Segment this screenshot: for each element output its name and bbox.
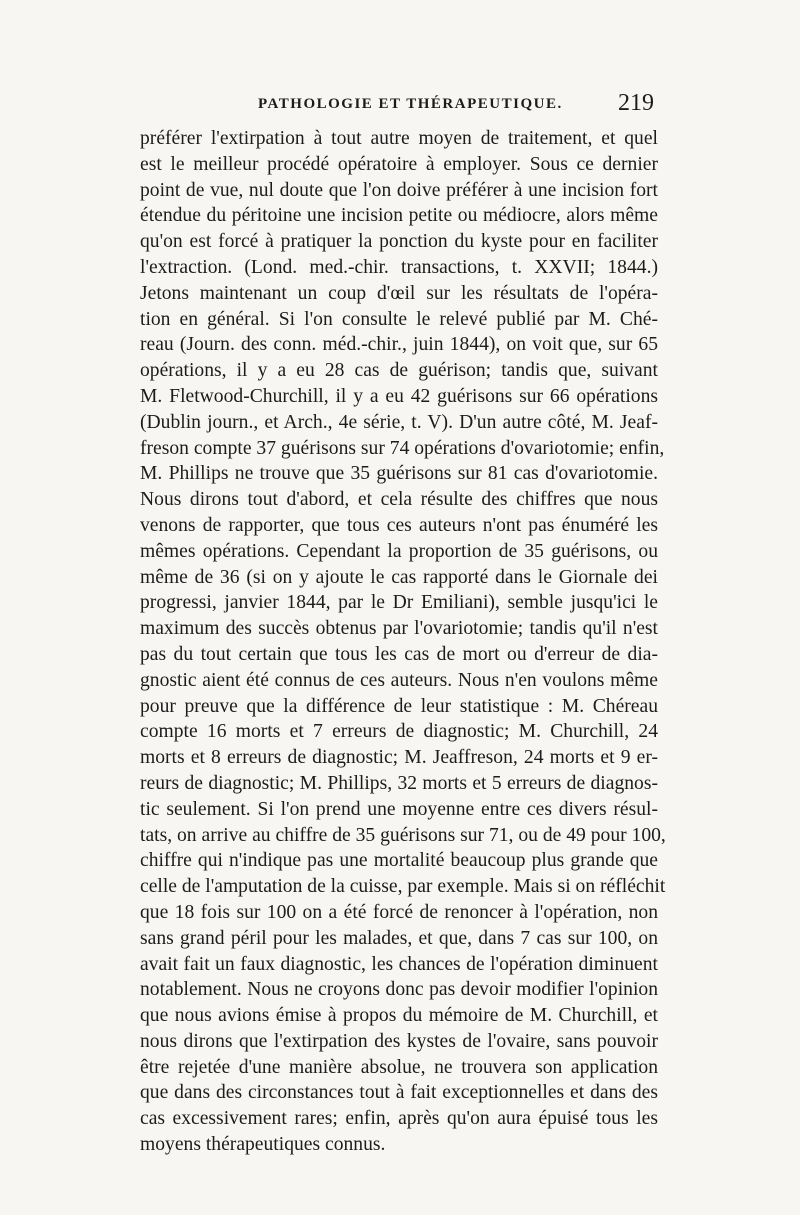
text-line: avait fait un faux diagnostic, les chances de l'opération diminuent	[140, 953, 658, 975]
page-header	[140, 92, 658, 122]
text-line: nous dirons que l'extirpation des kystes de l'ovaire, sans pouvoir	[140, 1030, 658, 1052]
text-line: Nous dirons tout d'abord, et cela résulte des chiffres que nous	[140, 489, 658, 511]
text-line: notablement. Nous ne croyons donc pas devoir modifier l'opinion	[140, 979, 658, 1001]
text-line: même de 36 (si on y ajoute le cas rapporté dans le Giornale dei	[140, 566, 658, 588]
text-line: Jetons maintenant un coup d'œil sur les résultats de l'opéra-	[140, 282, 658, 304]
text-line: est le meilleur procédé opératoire à employer. Sous ce dernier	[140, 153, 658, 175]
body-text	[140, 126, 666, 1158]
text-line: pas du tout certain que tous les cas de mort ou d'erreur de dia-	[140, 643, 658, 665]
text-line: l'extraction. (Lond. med.-chir. transactions, t. XXVII; 1844.)	[140, 256, 658, 278]
text-line: cas excessivement rares; enfin, après qu'on aura épuisé tous les	[140, 1108, 658, 1130]
text-line: morts et 8 erreurs de diagnostic; M. Jeaffreson, 24 morts et 9 er-	[140, 747, 658, 769]
text-line: chiffre qui n'indique pas une mortalité beaucoup plus grande que	[140, 850, 658, 872]
text-line: gnostic aient été connus de ces auteurs. Nous n'en voulons même	[140, 669, 658, 691]
text-line: reurs de diagnostic; M. Phillips, 32 morts et 5 erreurs de diagnos-	[140, 772, 658, 794]
text-line: celle de l'amputation de la cuisse, par exemple. Mais si on réfléchit	[140, 876, 666, 898]
running-head: PATHOLOGIE ET THÉRAPEUTIQUE.	[258, 96, 563, 112]
text-line: étendue du péritoine une incision petite ou médiocre, alors même	[140, 205, 658, 227]
text-line: (Dublin journ., et Arch., 4e série, t. V). D'un autre côté, M. Jeaf-	[140, 411, 658, 433]
text-line: reau (Journ. des conn. méd.-chir., juin 1844), on voit que, sur 65	[140, 334, 658, 356]
text-line: que 18 fois sur 100 on a été forcé de renoncer à l'opération, non	[140, 901, 658, 923]
text-line: opérations, il y a eu 28 cas de guérison; tandis que, suivant	[140, 360, 658, 382]
page-number: 219	[618, 90, 654, 116]
text-line: tic seulement. Si l'on prend une moyenne entre ces divers résul-	[140, 798, 658, 820]
text-line: sans grand péril pour les malades, et que, dans 7 cas sur 100, on	[140, 927, 658, 949]
text-line: M. Fletwood-Churchill, il y a eu 42 guérisons sur 66 opérations	[140, 385, 658, 407]
text-line: pour preuve que la différence de leur statistique : M. Chéreau	[140, 695, 658, 717]
text-line: que nous avions émise à propos du mémoire de M. Churchill, et	[140, 1005, 658, 1027]
text-line: tats, on arrive au chiffre de 35 guérisons sur 71, ou de 49 pour 100,	[140, 824, 666, 846]
text-line: mêmes opérations. Cependant la proportion de 35 guérisons, ou	[140, 540, 658, 562]
text-line: que dans des circonstances tout à fait exceptionnelles et dans des	[140, 1082, 658, 1104]
text-line: M. Phillips ne trouve que 35 guérisons sur 81 cas d'ovariotomie.	[140, 463, 658, 485]
text-line: maximum des succès obtenus par l'ovariotomie; tandis qu'il n'est	[140, 618, 658, 640]
text-line: être rejetée d'une manière absolue, ne trouvera son application	[140, 1056, 658, 1078]
text-line: freson compte 37 guérisons sur 74 opérations d'ovariotomie; enfin,	[140, 437, 665, 459]
text-line: compte 16 morts et 7 erreurs de diagnostic; M. Churchill, 24	[140, 721, 658, 743]
text-line: qu'on est forcé à pratiquer la ponction du kyste pour en faciliter	[140, 231, 658, 253]
text-line: tion en général. Si l'on consulte le relevé publié par M. Ché-	[140, 308, 658, 330]
text-line: progressi, janvier 1844, par le Dr Emiliani), semble jusqu'ici le	[140, 592, 658, 614]
text-line: moyens thérapeutiques connus.	[140, 1134, 386, 1156]
text-line: venons de rapporter, que tous ces auteurs n'ont pas énuméré les	[140, 514, 658, 536]
text-line: préférer l'extirpation à tout autre moyen de traitement, et quel	[140, 128, 658, 149]
text-line: point de vue, nul doute que l'on doive préférer à une incision fort	[140, 179, 658, 201]
